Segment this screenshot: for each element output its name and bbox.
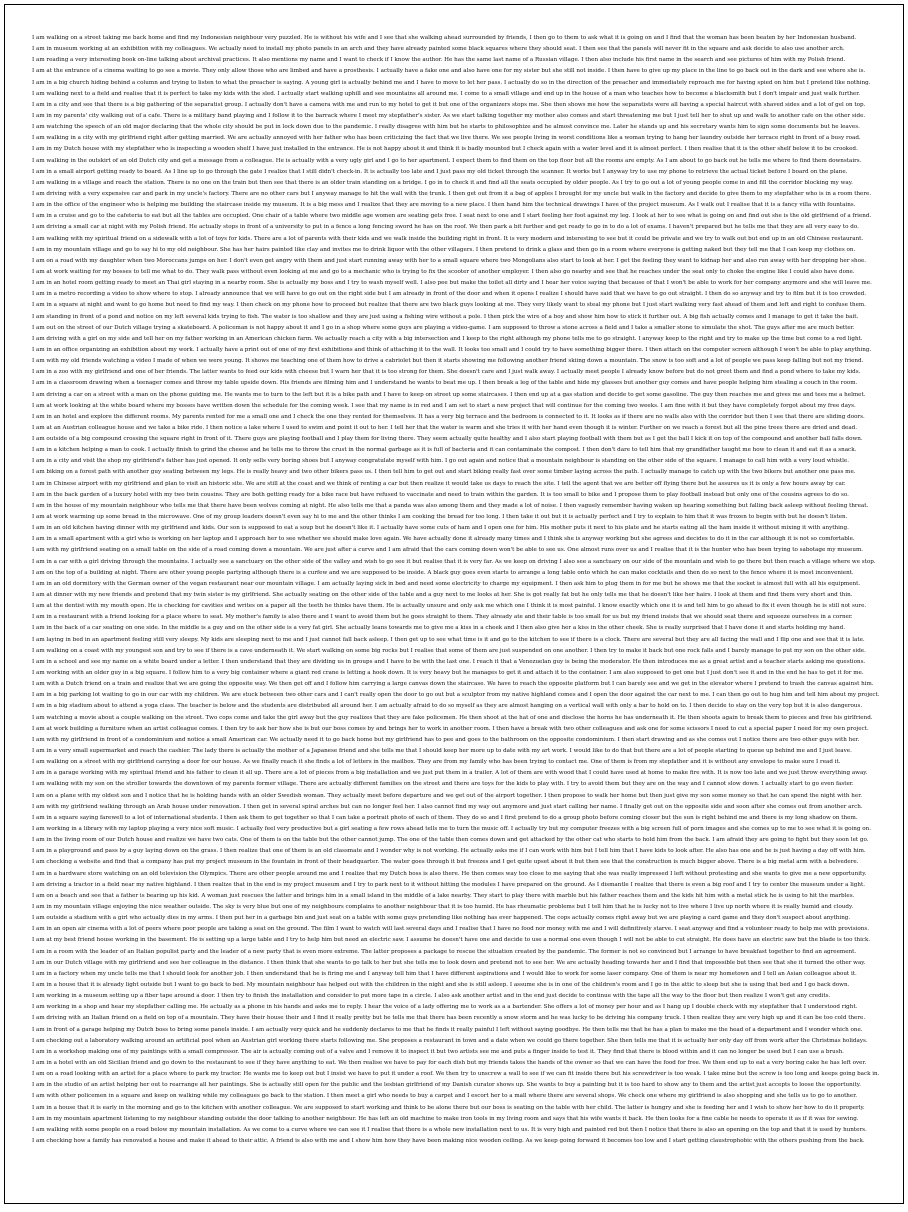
- text-line: I am in a kitchen helping a man to cook. I actually finish to grind the cheese and he tells me to throw the crust in the normal garbage as it is full of bacteria and it can contaminate the compost. I then don't dare to tell him that my grandfather taught me how to clean it and eat it as a snack.: [32, 447, 857, 454]
- text-line: I am in a playground and pass by a guy laying down on the grass. I then realize that one of them is an old classmate and I wonder why is not working. He actually asks me if I can work with him but I tell him that I have kids to look after. He also has one and he is just having a day off with him.: [32, 848, 866, 855]
- text-line: I am with my girlfriend walking through an Arab house under renovation. I then get in several spiral arches but can no longer feel her. I also cannot find my way out anymore and just start calling her name. I finally get out on the opposite side and soon after she comes out from another arch.: [32, 803, 863, 810]
- text-line: I am in our Dutch village with my girlfriend and see her colleague in the distance. I then think that she wants to go talk to her but she tells me to look down and pretend not to see her. We are actually heading towards her and I find that impossible but then see that she it turned the other way.: [32, 959, 866, 966]
- text-line: I am on the top of a building at night. There are other young people partying although there is a curfew and we are supposed to be inside. A black guy goes even starts to arrange a long table onto which he can make cocktails and then do so next to the fence where it is most inconvenient.: [32, 569, 854, 576]
- text-line: I am driving with a girl on my side and tell her on my father working in an American chicken farm. We actually reach a city with a big intersection and I keep to the right although my phone tells me to go straight. I anyway keep to the right and try to make up the time but come to a red light.: [32, 335, 863, 342]
- dream-journal-text: [32, 33, 880, 1147]
- text-line: I am at work waiting for my bosses to tell me what to do. They walk pass without even looking at me and go to a mechanic who is trying to fix the scooter of another employer. I then also go nearby and see that he reaches under the seat only to choke the engine like I could also have done.: [32, 268, 855, 275]
- text-line: I am out on the street of our Dutch village trying a skateboard. A policeman is not happy about it and I go in a shop where some guys are playing a video-game. I am supposed to throw a stone across a field and I take a smaller stone to simulate the shot. The guys after me are much better.: [32, 324, 855, 331]
- text-line: I am working with an older guy in a big square. I follow him to a very big container where a giant red crane is letting a hook down. It is very heavy but he manages to get it and attach it to the container. I am also supposed to get one but I just don't see it and in the end he has to get it for me.: [32, 670, 864, 677]
- text-line: I am in a house that it is early in the morning and go to the kitchen with another colleague. We are supposed to start working and think to be alone there but our boss is seating on the table with her child. The latter is hungry and she is feeding her and I wish to show her how to do it properly.: [32, 1104, 865, 1111]
- text-line: I am walking next to a field and realise that it is perfect to take my kids with the sled. I actually start walking uphill and see mountains all around me. I come to a small village and end up in the house of a man who teaches how to become a blacksmith but I don't impair and just walk further.: [32, 90, 861, 97]
- text-line: I am watching the speech of an old major declaring that the whole city should be put in lock down due to the pandemic. I really disagree with him but he starts to philosophize and he almost convince me. Later he stands up and his secretary wants him to sign some documents but he leaves.: [32, 124, 860, 131]
- text-line: I am in a cruise and go to the cafeteria to eat but all the tables are occupied. One chair of a table where two middle age women are seating gets free. I seat next to one and I start feeling her foot against my leg. I look at her to see what is going on and find out she is the old girlfriend of a friend.: [32, 213, 872, 220]
- text-line: I am at the entrance of a cinema waiting to go see a movie. They only allow those who are limbed and have a prosthesis. I actually have a fake one and also have one for my sister but she still not inside. I then have to give up my place in the line to go back out in the dark and see where she is.: [32, 68, 866, 75]
- text-line: I am in the office of the engineer who is helping me building the staircase inside my museum. It is a big mess and I realize that they are moving to a new place. I then hand him the technical drawings I have of the project museum. As I walk out I realise that it is a fancy villa with fountains.: [32, 202, 856, 209]
- text-line: I am in front of a garage helping my Dutch boss to bring some panels inside. I am actually very quick and he suddenly declares to me that he finds it really painful I left without saying goodbye. He then tells me that he has a plan to make me the head of a department and I wonder which one.: [32, 1026, 863, 1033]
- text-line: I am with my old friends watching a video I made of when we were young. It shows me teaching one of them how to drive a cabriolet but then it starts showing me following another friend skiing down a mountain. The snow is too soft and a lot of people we pass keep falling but not my friend.: [32, 358, 864, 365]
- text-line: I am walking in a village and reach the station. There is no one on the train but then see that there is an older train standing on a bridge. I go in to check it and find all the seats occupied by older people. As I try to go out a lot of young people come in and fill the corridor blocking my way.: [32, 179, 853, 186]
- text-line: I am in an old dormitory with the German owner of the vegan restaurant near our mountain village. I am actually laying sick in bed and need some electricity to charge my equipment. I then ask him to plug them in for me but he shows me that the socket is almost full with all his equipment.: [32, 580, 861, 587]
- text-line: I am in the studio of an artist helping her out to rearrange all her paintings. She is actually still open for the public and the lesbian girlfriend of my Danish curator shows up. She wants to buy a painting but it is too hard to show any to them and the artist just accepts to loose the opportunity.: [32, 1082, 861, 1089]
- text-line: I am in a big church hiding behind a column and trying to listen to what the preacher is saying. A young girl is actually behind me and I have to move to let her pass. I actually do so in the direction of the preacher and immediately reproach me for having spied on him but I pretend like nothing.: [32, 79, 871, 86]
- text-line: I am in a big stadium about to attend a yoga class. The teacher is below and the students are distributed all around her. I am actually afraid to do so myself as they are almost hanging on a vertical wall with only a bar to hold on to. I then decide to stay on the very top but it is also dangerous.: [32, 703, 863, 710]
- text-line: I am in Chinese airport with my girlfriend and plan to visit an historic site. We are still at the coast and we think of renting a car but then realize it would take us days to reach the site. I tell the agent that we are better off flying there but he assures us it is only a few hours away by car.: [32, 480, 846, 487]
- text-line: I am in the back of a car seating on one side. In the middle is a guy and on the other side is a very fat girl. She actually leans towards me to give me a kiss in a cheek and I then also give her a kiss in the other cheek. She is really surprised that I have done it and starts holding my hand.: [32, 625, 845, 632]
- text-line: I am checking out a laboratory walking around an artificial pool when an Austrian girl working there starts following me. She proposes a restaurant in town and a date when we could go there together. She then tells me that it is actually her only day off from work after the Christmas holidays.: [32, 1037, 868, 1044]
- text-line: I am driving a car on a street with a man on the phone guiding me. He wants me to turn to the left but it is a bike path and I have to keep on street up some staircases. I then end up at a gas station and decide to get some gasoline. The guy then reaches me and gives me and tees me a helmet.: [32, 391, 866, 398]
- text-line: I am in a restaurant with a friend looking for a place where to seat. My mother's family is also there and I want to avoid them but he goes straight to them. They already ate and their table is too small for us but my friend insists that we should seat there and squeeze ourselves in a corner.: [32, 614, 853, 621]
- text-line: I am in a metro recording a video to show where to stop. I already announce that we will have to go out on the right side but I am already in front of the door and when it opens I realize I should have said that we have to go out straight. I then do so anyway and try to film but it is too crowded.: [32, 291, 867, 298]
- text-line: I am in a very small supermarket and reach the cashier. The lady there is actually the mother of a Japanese friend and she tells me that I should keep her more up to date with my art work. I would like to do that but there are a lot of people starting to queue up behind me and I just leave.: [32, 748, 852, 754]
- text-line: I am on a plane with my oldest son and I notice that he is holding hands with an older Swedish woman. They actually meet before departure and we get out of the airport together. I then propose to walk her home but then just give my son some money so that he can spend the night with her.: [32, 792, 863, 799]
- text-line: I am working in a museum setting up a fiber tape around a door. I then try to finish the installation and consider to put more tape in a circle. I also ask another artist and in the end just decide to continue with the tape all the way to the floor but then realize I won't get any credits.: [32, 993, 831, 1000]
- text-line: I am on a road with my daughter when two Moroccans jumps on her. I don't even get angry with them and just start running away with her to a small square where two Mongolians also start to look at her. I get the feeling they want to kidnap her and also run away with her dropping her shoe.: [32, 257, 867, 264]
- text-line: I am driving a small car at night with my Polish friend. He actually stops in front of a university to put in a fence a long fencing sword he has on the roof. We then park a bit further and get ready to go in to do a lot of exams. I haven't prepared but he tells me that they are all very easy to do.: [32, 224, 859, 231]
- text-line: I am driving a tractor in a field near my native highland. I then realize that in the end is my project museum and I try to park next to it without hitting the modules I have prepared on the ground. As I dismantle I realize that there is even a big roof and I try to center the museum under a light.: [32, 881, 865, 888]
- text-line: I am laying in bed in an apartment feeling still very sleepy. My kids are sleeping next to me and I just cannot fall back asleep. I then get up to see what time is it and go to the kitchen to see if there is a clock. There are several but they are all facing the wall and I flip one and see that it is late.: [32, 636, 865, 643]
- text-line: I am in my mountain village enjoying the nice weather outside. The sky is very blue but one of my neighbours complains to another neighbour that it is too humid. He has rheumatic problems but I tell him that he is lucky not to live where I live up north where it is really humid and cloudy.: [32, 903, 854, 910]
- text-line: I am in a workshop making one of my paintings with a small compressor. The air is actually coming out of a valve and I remove it to inspect it but two artists see me and puts a finger inside to test it. They find that there is blood within and it can no longer be used but I can use a brush.: [32, 1048, 844, 1055]
- text-line: I am in a room with the leader of an Italian populist party and the leader of a new party that is even more extreme. The latter proposes a package to rescue the situation created by the pandemic. The former is not so convinced but I arrange to have breakfast together to find an agreement.: [32, 948, 857, 955]
- text-line: I am in my mountain apartment listening to my neighbour standing outside the door talking to another neighbour. He has left an old machine to make iron tools in my living room and says that his wife wants it back. He then looks for a fine cable he needs to operate it as if it was for sewing.: [32, 1115, 859, 1122]
- text-line: I am checking how a family has renovated a house and make it ahead to their attic. A friend is also with me and I show him how they have been making nice wooden ceiling. As we keep going forward it becomes too low and I start getting claustrophobic with the others pushing from the back.: [32, 1137, 865, 1144]
- text-line: I am in the house of my mountain neighbour who tells me that there have been wolves coming at night. He also tells me that a panda was also among them and they made a lot of noise. I then vaguely remember having waken up hearing something but falling back asleep without feeling threat.: [32, 502, 869, 509]
- text-line: I am in a big parking lot waiting to go in our car with my children. We are stuck between two other cars and I can't really open the door to go out but a sculptor from my native highland comes and I open the door against the car next to me. I can then go out to hug him and tell him about my project.: [32, 692, 880, 699]
- text-line: I am at dinner with my new friends and pretend that my twin sister is my girlfriend. She actually seating on the other side of the table and a guy next to me looks at her. She is got really fat but he only tells me that he doesn't like her hairs. I look at them and find them very short and thin.: [32, 592, 853, 599]
- text-line: I am in my parents' city walking out of a cafe. There is a military band playing and I follow it to the barrack where I meet my stepfather's sister. As we start talking together my mother also comes and start threatening me but I just tell her to shut up and walk to another cafe on the other side.: [32, 112, 866, 119]
- text-line: I am in a garage working with my spiritual friend and his father to clean it all up. There are a lot of pieces from a big installation and we just put them in a trailer. A lot of them are with wood that I could have used at home to make fire with. It is now too late and we just throw everything away.: [32, 770, 868, 777]
- text-line: I am watching a movie about a couple walking on the street. Two cops come and take the girl away but the guy realizes that they are fake policemen. He then shoot at the hat of one and disclose the horns he has underneath it. He then shoots again to break them to pieces and free his girlfriend.: [32, 714, 873, 721]
- text-line: I am walking in the outskirt of an old Dutch city and get a message from a colleague. He is actually with a very ugly girl and I go to her apartment. I expect them to find them on the top floor but all the rooms are empty. As I am about to go back out he tells me where to find them downstairs.: [32, 157, 862, 164]
- text-line: I am working in a shop and hear my stepfather calling me. He actually as a phone in his hands and asks me to reply. I hear the voice of a lady offering me to work as a a bartender. She offers a lot of money per hour and as I hang up I double check with my stepfather that I understood right.: [32, 1004, 858, 1011]
- text-line: I am in a hotel with an old Sicilian friend and go down to the restaurant to see if they have anything to eat. We then realise we have to pay for each dish but my friends takes the hands of the owner so that we can have the food for free. We then end up to eat a very boring cake he has left over.: [32, 1059, 867, 1066]
- text-line: I am driving with an Italian friend on a field on top of a mountain. They have their house their and I find it really pretty but he tells me that there has been recently a snow storm and he was lucky to be driving his company truck. I then realize they are very high up and it can be too cold there.: [32, 1015, 866, 1022]
- text-line: I am standing in front of a pond and notice on my left several kids trying to fish. The water is too shallow and they are just using a fishing wire without a pole. I then pick the wire of a boy and show him how to stick it further out. A big fish actually comes and I manage to get it take the bait.: [32, 313, 859, 320]
- text-line: I am walking with some people on a road below my mountain installation. As we come to a curve where we can see it I realise that there is a whole new installation next to us. It is very high and painted red but then I notice that there is also an opening on the top and that it is used by hunters.: [32, 1126, 867, 1133]
- text-line: I am biking on a forest path with another guy seating between my legs. He is really heavy and two other bikers pass us. I then tell him to get out and start biking really fast over some timber laying across the path. I actually manage to catch up with the two bikers but another one pass me.: [32, 469, 856, 476]
- text-line: I am at work warming up some bread in the microwave. One of my group leaders doesn't even say hi to me and the other thinks I am cooking the bread for too long. I then take it out but it is actually perfect and I try to explain to him that it was frozen to begin with but he doesn't listen.: [32, 514, 848, 521]
- text-line: I am in a square saying farewell to a lot of international students. I then ask them to get together so that I can take a portrait photo of each of them. They do so and I first pretend to do a group photo before coming closer but the sun is right behind me and there is my long shadow on them.: [32, 814, 858, 821]
- text-line: I am in a city and visit the shop my girlfriend's father has just opened. It only sells very boring shoes but I anyway congratulate myself with him. I go out again and notice that a mountain neighbour is standing on the other side of the square. I manage to call him with a very loud whistle.: [32, 458, 850, 465]
- text-line: I am in a zoo with my girlfriend and one of her friends. The latter wants to feed our kids with cheese but I warn her that it is too strong for them. She doesn't care and I just walk away. I actually meet people I already know before but do not greet them and find a pond where to take my kids.: [32, 369, 861, 376]
- text-line: I am walking with my son on the stroller towards the downtown of my parents former village. There are actually different families on the street and there are toys for the kids to play with. I try to avoid them but they are on the way and I cannot slow down. I actually start to go even faster.: [32, 781, 854, 788]
- text-line: I am in a hardware store watching on an old television the Olympics. There are other people around me and I realize that my Dutch boss is also there. He then comes way too close to me saying that she was really impressed I left without protesting and she wants to give me a new opportunity.: [32, 870, 867, 877]
- text-line: I am working in a library with my laptop playing a very nice soft music. I actually feel very productive but a girl seating a few rows ahead tells me to turn the music off. I actually try but my computer freezes with a big screen full of porn images and she comes up to me to see what it is going on.: [32, 825, 871, 832]
- text-line: I am outside a stadium with a girl who actually dies in my arms. I then put her in a garbage bin and just seat on a table with some guys pretending like nothing has ever happened. The cops actually comes right away but we are playing a card game and they don't suspect about anything.: [32, 915, 851, 922]
- text-line: I am reading a very interesting book on-line talking about archival practices. It also mentions my name and I want to check if I know the author. He has the same last name of a Russian village. I then also include his first name in the search and see pictures of him with my Polish friend.: [32, 57, 846, 64]
- text-line: I am walking in a city with my girlfriend right after getting married. We are actually annoyed with her father who has been criticizing the fact that we live there. We see people living in worst conditions like a woman trying to hang her laundry outside her terrace right in front of a busy road.: [32, 135, 861, 142]
- text-line: I am in museum working at an exhibition with my colleagues. We actually need to install my photo panels in an arch and they have already painted some black squares where they should seat. I then see that the panels will never fit in the square and ask decide to also use another arch.: [32, 46, 845, 53]
- text-line: I am in a small apartment with a girl who is working on her laptop and I approach her to see whether we should make love again. We have actually done it already many times and I think she is anyway working but she agrees and decides to do it in the car although it is not so comfortable.: [32, 536, 855, 543]
- text-line: I am in a car with a girl driving through the mountains. I actually see a sanctuary on the other side of the valley and wish to go see it but realise that it is very far. As we keep on driving I also see a sanctuary on our side of the mountain and wish to go there but then reach a village where we stop.: [32, 558, 876, 565]
- text-line: I am walking on a coast with my youngest son and try to see if there is a cave underneath it. We start walking on some big rocks but I realise that some of them are just suspended on one another. I then try to make it back but one rock falls and I barely manage to put my son on the other side.: [32, 647, 866, 654]
- text-line: I am in the back garden of a luxury hotel with my two twin cousins. They are both getting ready for a bike race but have refused to vaccinate and need to train within the garden. It is too small to bike and I propose them to play football instead but only one of the cousins agrees to do so.: [32, 491, 849, 498]
- text-line: I am checking a website and find that a company has put my project museum in the fountain in front of their headquarter. The water goes through it but freezes and I get quite upset about it but then see that the construction is much bigger above. There is a big metal arm with a belvedere.: [32, 859, 859, 866]
- document-page: [4, 4, 904, 1204]
- text-line: I am in a school and see my name on a white board under a letter. I then understand that they are dividing us in groups and I have to be with the last one. I reach it that a Venezuelan guy is being the moderator. He then introduces me as a great artist and a teacher starts asking me questions.: [32, 658, 866, 665]
- text-line: I am with a Dutch friend on a train and realize that we are going the opposite way. We then get off and I follow him carrying a large canvas down the staircase. We have to reach the opposite platform but I can barely see and we get in the elevator where I pretend to trash the canvas against him.: [32, 681, 874, 688]
- text-line: I am walking with my spiritual friend on a sidewalk with a lot of toys for kids. There are a lot of parents with their kids and we walk inside the building right in front. It is very modern and interesting to see but it could be private and we try to walk out but end up in an old Chinese restaurant.: [32, 235, 864, 242]
- text-line: I am in a square at night and want to go home but need to find my way. I then check on my phone how to proceed but realize that there are two black guys looking at me. They very likely want to steal my phone but I just start walking very fast ahead of them and left and right to confuse them.: [32, 302, 866, 309]
- text-line: I am with my girlfriend in front of a condominium and notice a small American car. We actually need it to go back home but my girlfriend has to pee and goes to the bathroom on the opposite condominium. I then start drawing and as she comes out I notice there are two other guys with her.: [32, 736, 860, 743]
- text-line: I am on a beach and see that a father is bearing up his kid. A woman just rescues the latter and brings him in a small island in the middle of a lake nearby. They start to play there with marble but his father reaches them and the kids hit him with a metal stick he is using to hit the marbles.: [32, 892, 855, 899]
- text-line: I am walking on a street taking me back home and find my Indonesian neighbour very puzzled. He is without his wife and I see that she walking ahead surrounded by friends, I then go to them to ask what it is going on and I find that the woman has been beaten by her Indonesian husband.: [32, 35, 857, 41]
- text-line: I am at my best friend house working in the basement. He is setting up a large table and I try to help him but need an electric saw. I assume he doesn't have one and decide to use a normal one even though I will not be able to cut straight. He does have an electric saw but the blade is too thick.: [32, 937, 871, 944]
- text-line: I am walking on a street with my girlfriend carrying a door for our house. As we finally reach it she finds a lot of letters in the mailbox. They are from my family who has been trying to contact me. One of them is from my stepfather and it is without any envelope to make sure I read it.: [32, 759, 841, 766]
- text-line: I am in a house that it is already light outside but I want to go back to bed. My mountain neighbour has helped out with the children in the night and she is still asleep. I assume she is in one of the children's room and I go in the attic to sleep but she is using that bed and I go back down.: [32, 981, 850, 988]
- text-line: I am on a road looking with an artist for a place where to park my tractor. He wants me to keep out but I insist we have to put it under a roof. We then try to unscrew a wall to see if we can fit inside there but his screwdriver is too weak. I take mine but the screw is too long and keeps going back in.: [32, 1071, 880, 1078]
- text-line: I am in a factory when my uncle tells me that I should look for another job. I then understand that he is firing me and I anyway tell him that I have different aspirations and I would like to work for some laser company. One of them is near my hometown and I tell an Asian colleague about it.: [32, 970, 857, 977]
- text-line: I am at work building a furniture when an artist colleague comes. I then try to ask her how she is but our boss comes by and brings her to work in another room. I then have a break with two other colleagues and ask one for some scissors I need to cut a special paper I need for my own project.: [32, 725, 869, 732]
- text-line: I am in an open air cinema with a lot of peers where poor people are taking a seat on the ground. The film I want to watch will last several days and I realise that I have no food nor money with me and I will definitively starve. I seat anyway and find a volunteer ready to help me with provisions.: [32, 926, 870, 933]
- text-line: I am in an hotel room getting ready to meet an Thai girl staying in a nearby room. She is actually my boss and I try to wash myself well. I also pee but make the toilet all dirty and I hear her voice saying that because of that I won't be able to work for her company anymore and she will leave me.: [32, 280, 872, 287]
- text-line: I am in an hotel and explore the different rooms. My parents rented for me a small one and I check the one they rented for themselves. It has a very big terrace and the bedroom is connected to it. It looks as if there are no walls also with the corridor but then I see that there are sliding doors.: [32, 413, 865, 420]
- text-line: I am driving with a very expensive car and park in my uncle's factory. There are no other cars but I anyway manage to hit the wall with the trunk. I then get out from it a bag of apples I brought for my uncle but walk in the factory and decide to give them to my stepfather who is in a room there.: [32, 190, 872, 197]
- text-line: I am in a small airport getting ready to board. As I line up to go through the gate I realize that I still didn't check-in. It is actually too late and I just pass my old ticket through the scanner. It works but I anyway try to use my phone to retrieve the actual ticket before I board on the plane.: [32, 168, 848, 175]
- text-line: I am at an Austrian colleague house and we take a bike ride. I then notice a lake where I used to swim and point it out to her. I tell her that the water is warm and she tries it with her hand even though it is winter. Further on we reach a forest but all the pine trees there are dried and dead.: [32, 424, 858, 431]
- text-line: I am with other policemen in a square and keep on walking while my colleagues go back to the station. I then meet a girl who needs to buy a carpet and I escort her to a mall where there are several shops. We check one where my girlfriend is also shopping and she tells us to go to another.: [32, 1093, 858, 1100]
- text-line: I am at work looking at the white board where my bosses have written down the schedule for the coming week. I see that my name is in red and I am set to start a new project that will continue for the coming two weeks. I am fine with it but they have completely forgot about my free days.: [32, 402, 856, 409]
- text-line: I am in a city and see that there is a big gathering of the separatist group. I actually don't have a camera with me and run to my hotel to get it but one of the organizers stops me. She then shows me how the separatists were all having a special haircut with shaved sides and a lot of gel on top.: [32, 101, 866, 108]
- text-line: I am in an old kitchen having dinner with my girlfriend and kids. Our son is supposed to eat a soup but he doesn't like it. I actually have some cuts of ham and I open one for him. His mother puts it next to his plate and he starts eating all the ham inside it without mixing it with anything.: [32, 525, 849, 532]
- text-line: I am in my Dutch house with my stepfather who is inspecting a wooden shelf I have just installed in the entrance. He is not happy about it and think it is badly mounted but I check again with a water level and it is almost perfect. I then realise that it is the other shelf below it to be crooked.: [32, 146, 858, 153]
- text-line: I am in an office organizing an exhibition about my work. I actually have a print out of one of my first exhibitions and think of attaching it to the wall. It looks too small and I could try to have something bigger there. I then attach on the computer screen although I won't be able to play anything.: [32, 346, 872, 353]
- text-line: I am outside of a big compound crossing the square right in front of it. There guys are playing football and I play them for living there. They seem actually quite healthy and I also start playing football with them but as I get the ball I kick it on top of the compound and another ball falls down.: [32, 436, 863, 443]
- text-line: I am in the living room of our Dutch house and realize we have two cats. One of them is on the table but the other cannot jump. The one of the table then comes down and get attacked by the other cat who starts to hold him from the back. I am afraid they are going to fight but they soon let go.: [32, 837, 869, 844]
- text-line: I am with my girlfriend seating on a small table on the side of a road coming down a mountain. We are just after a curve and I am afraid that the cars coming down won't be able to see us. One almost runs over us and I realise that it is the hunter who has been trying to sabotage my museum.: [32, 547, 864, 554]
- text-line: I am at the dentist with my mouth open. He is checking for cavities and writes on a paper all the teeth he thinks have them. He is actually unsure and only ask me which one I think it is most painful. I know exactly which one it is and tell him to go ahead to fix it even though he is still not sure.: [32, 603, 867, 610]
- text-line: I am in a classroom drawing when a teenager comes and throw my table upside down. His friends are filming him and I understand he wants to beat me up. I then break a leg of the table and hide my glasses but another guy comes and have people helping him stealing a couch in the room.: [32, 380, 858, 387]
- text-line: I am in my mountain village and go to say hi to my old neighbour. She has her hairs painted like clay and invites me to drink liquor with the other villagers. I then pretend to drink a glass and then go in a room where everyone is getting naked but they tell me that I can keep my clothes on.: [32, 246, 856, 253]
